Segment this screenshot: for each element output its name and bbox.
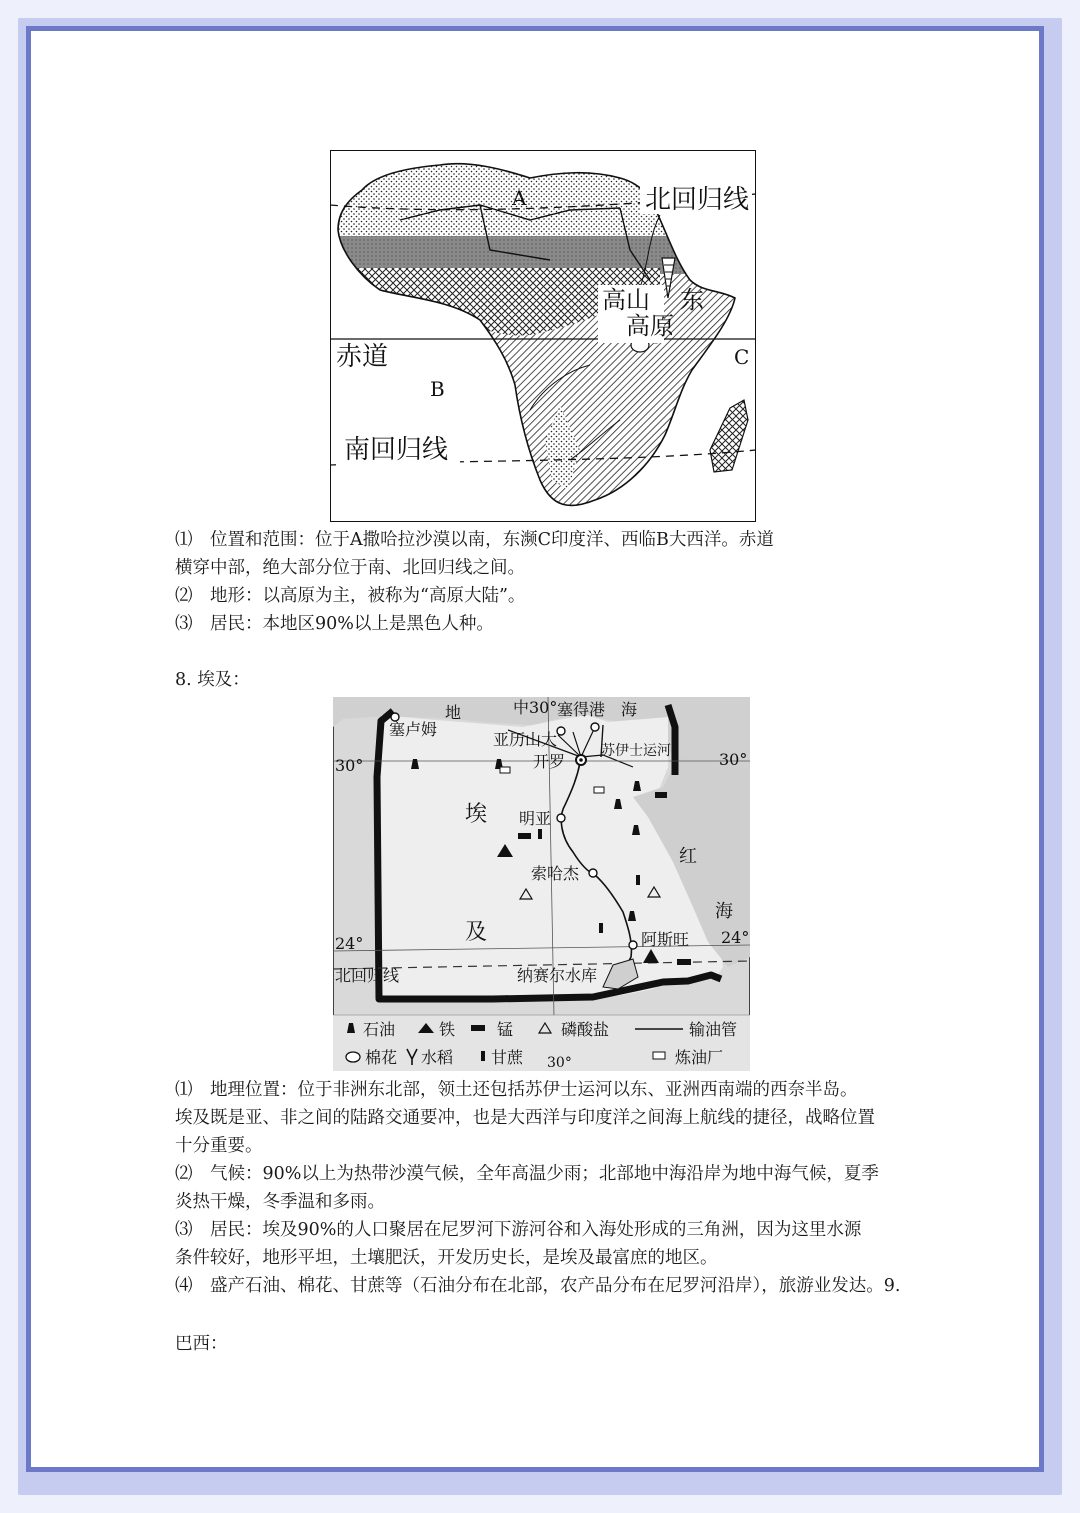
egypt-line-6: ⑶ 居民：埃及90%的人口聚居在尼罗河下游河谷和入海处形成的三角洲，因为这里水源	[175, 1220, 862, 1240]
egypt-map	[333, 697, 750, 1071]
legend-rice: 水稻	[421, 1048, 454, 1067]
legend-sugarcane: 甘蔗	[491, 1048, 524, 1067]
label-b: B	[430, 377, 445, 401]
label-tropic-cancer: 北回归线	[645, 185, 750, 215]
label-nasser: 纳赛尔水库	[517, 966, 598, 985]
brazil-heading: 巴西：	[175, 1334, 228, 1354]
label-port-said: 塞得港	[557, 700, 606, 719]
africa-map	[330, 150, 756, 522]
label-lon30-bottom: 30°	[547, 1055, 572, 1071]
city-dot	[557, 727, 565, 735]
label-sohag: 索哈杰	[531, 864, 580, 883]
egypt-line-5: 炎热干燥，冬季温和多雨。	[175, 1192, 385, 1212]
label-hai-top: 海	[621, 700, 638, 719]
egypt-line-8: ⑷ 盛产石油、棉花、甘蔗等（石油分布在北部，农产品分布在尼罗河沿岸），旅游业发达。9.	[175, 1276, 901, 1296]
city-dot	[557, 814, 565, 822]
label-lat30-left: 30°	[335, 756, 364, 775]
legend-oil: 石油	[363, 1020, 396, 1039]
label-lat24-right: 24°	[721, 928, 750, 947]
label-a: A	[512, 186, 527, 210]
city-dot	[591, 723, 599, 731]
africa-line-3: ⑵ 地形：以高原为主，被称为“高原大陆”。	[175, 586, 526, 606]
legend-phosphate: 磷酸盐	[561, 1020, 610, 1039]
label-alexandria: 亚历山大	[493, 730, 558, 749]
label-tropic-capricorn: 南回归线	[344, 435, 449, 465]
label-lat30-right: 30°	[719, 750, 748, 769]
label-hai-red: 海	[715, 901, 733, 922]
label-tropic: 北回归线	[335, 966, 400, 985]
label-equator: 赤道	[336, 342, 389, 372]
egypt-line-1: ⑴ 地理位置：位于非洲东北部，领土还包括苏伊士运河以东、亚洲西南端的西奈半岛。	[175, 1080, 858, 1100]
egypt-line-2: 埃及既是亚、非之间的陆路交通要冲，也是大西洋与印度洋之间海上航线的捷径，战略位置	[175, 1108, 875, 1128]
city-dot	[589, 869, 597, 877]
legend-manganese: 锰	[497, 1020, 514, 1039]
label-highland-2: 高原	[626, 312, 674, 340]
egypt-line-7: 条件较好，地形平坦，土壤肥沃，开发历史长，是埃及最富庶的地区。	[175, 1248, 718, 1268]
label-salum: 塞卢姆	[389, 720, 438, 739]
africa-line-2: 横穿中部，绝大部分位于南、北回归线之间。	[175, 558, 525, 578]
legend-iron: 铁	[439, 1020, 456, 1039]
label-ji: 及	[465, 920, 488, 945]
label-cairo: 开罗	[533, 752, 566, 771]
egypt-line-3: 十分重要。	[175, 1136, 263, 1156]
label-hong: 红	[679, 846, 697, 867]
label-c: C	[734, 345, 750, 369]
legend-refinery: 炼油厂	[675, 1048, 724, 1067]
label-aswan: 阿斯旺	[641, 930, 690, 949]
legend-pipeline: 输油管	[689, 1020, 738, 1039]
label-di: 地	[445, 703, 462, 722]
label-highland-1: 高山	[602, 286, 650, 314]
africa-line-4: ⑶ 居民：本地区90%以上是黑色人种。	[175, 614, 494, 634]
label-region-char: 东	[680, 286, 704, 314]
label-ai: 埃	[465, 802, 488, 827]
label-zhong30: 中30°	[513, 698, 558, 717]
egypt-line-4: ⑵ 气候：90%以上为热带沙漠气候，全年高温少雨；北部地中海沿岸为地中海气候，夏季	[175, 1164, 879, 1184]
africa-line-1: ⑴ 位置和范围：位于A撒哈拉沙漠以南，东濒C印度洋、西临B大西洋。赤道	[175, 530, 774, 550]
label-lat24-left: 24°	[335, 934, 364, 953]
label-minya: 明亚	[519, 809, 552, 828]
legend-cotton: 棉花	[365, 1048, 398, 1067]
city-dot	[629, 941, 637, 949]
egypt-heading: 8. 埃及：	[175, 670, 250, 690]
label-suez: 苏伊士运河	[601, 743, 671, 759]
